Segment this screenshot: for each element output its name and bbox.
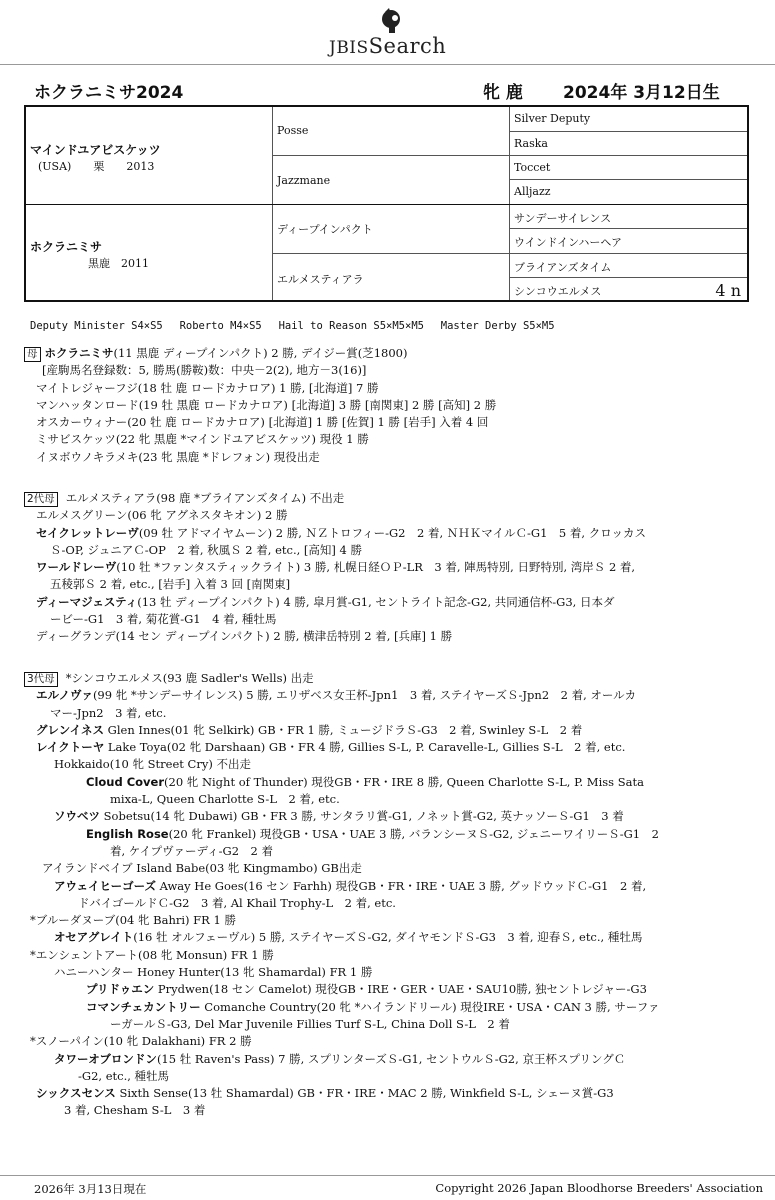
list-item[interactable]: プリドゥエン [86,982,155,997]
third-dam-section: 3代母 *シンコウエルメス(93 鹿 Sadler's Wells) 出走 エルノヴァ(99 牝 *サンデーサイレンス) 5 勝, エリザベス女王杯-Jpn1 3 着, ステイヤーズＳ-Jpn2 2 着, オールカ マー-Jpn2 3 着, etc. グレンイネス Glen Innes(01 牝 Selkirk) GB・FR 1 勝, ミュージドラＳ-G3 2 着, Swinley S-L 2 着 レイクトーヤ Lake Toya(02 牝 Darshaan) GB・FR 4 勝, Gillies S-L, P. Caravelle-L, Gillies S-L 2 着, etc. Hokkaido(10 牝 Street Cry) 不出走 Cloud Cover(20 牝 Night of Thunder) 現役GB・FR・IRE 8 勝, Queen Charlotte S-L, P. Miss Sata mixa-L, Queen Charlotte S-L 2 着, etc. ソウベツ Sobetsu(14 牝 Dubawi) GB・FR 3 勝, サンタラリ賞-G1, ノネット賞-G2, 英ナッソーＳ-G1 3 着 English Rose(20 牝 Frankel) 現役GB・USA・UAE 3 勝, バランシーヌＳ-G2, ジェニーワイリーＳ-G1 2 着, ケイプヴァーディ-G2 2 着 アイランドベイブ Island Babe(03 牝 Kingmambo) GB出走 アウェイヒーゴーズ Away He Goes(16 セン Farhh) 現役GB・FR・IRE・UAE 3 勝, グッドウッドＣ-G1 2 着, ドバイゴールドＣ-G2 3 着, Al Khail Trophy-L 2 着, etc. *ブルーダヌーブ(04 牝 Bahri) FR 1 勝 オセアグレイト(16 牡 オルフェーヴル) 5 勝, ステイヤーズＳ-G2, ダイヤモンドＳ-G3 3 着, 迎春Ｓ, etc., 種牡馬 *エンシェントアート(08 牝 Monsun) FR 1 勝 ハニーハンター Honey Hunter(13 牝 Shamardal) FR 1 勝 プリドゥエン Prydwen(18 セン Camelot) 現役GB・IRE・GER・UAE・SAU10勝, 独セントレジャー-G3 コマンチェカントリー Comanche Country(20 牝 *ハイランドリール) 現役IRE・USA・CAN 3 勝, サーファ ーガールＳ-G3, Del Mar Juvenile Fillies Turf S-L, China Doll S-L 2 着 *スノーパイン(10 牝 Dalakhani) FR 2 勝 タワーオブロンドン(15 牡 Raven's Pass) 7 勝, スプリンターズＳ-G1, セントウルＳ-G2, 京王杯スプリングＣ -G2, etc., 種牡馬 シックスセンス Sixth Sense(13 牡 Shamardal) GB・FR・IRE・MAC 2 勝, Winkfield S-L, シェーヌ賞-G3 3 着, Chesham S-L 3 着 [24,670,749,1120]
list-item[interactable]: マンハッタンロード(19 牡 黒鹿 ロードカナロア) [北海道] 3 勝 [南関東] 2 勝 [高知] 2 勝 [36,397,497,412]
dam-section: 母 ホクラニミサ(11 黒鹿 ディープインパクト) 2 勝, デイジー賞(芝1800) [産駒馬名登録数：5, 勝馬(勝鞍)数：中央－2(2), 地方－3(16)] マイトレジャーフジ(18 牡 鹿 ロードカナロア) 1 勝, [北海道] 7 勝 マンハッタンロード(19 牡 黒鹿 ロードカナロア) [北海道] 3 勝 [南関東] 2 勝 [高知] 2 勝 オスカーウィナー(20 牡 鹿 ロードカナロア) [北海道] 1 勝 [佐賀] 1 勝 [岩手] 入着 4 回 ミサビスケッツ(22 牝 黒鹿 *マインドユアビスケッツ) 現役 1 勝 イヌボウノキラメキ(23 牝 黒鹿 *ドレフォン) 現役出走 [24,345,749,466]
logo-text: JBISSearch [329,34,447,58]
list-item[interactable]: English Rose [86,826,169,841]
pedigree-gen2[interactable]: Jazzmane [277,174,331,187]
pedigree-gen2[interactable]: ディープインパクト [277,223,373,236]
second-dam-tag: 2代母 [24,492,58,507]
list-item[interactable]: アウェイヒーゴーズ [54,878,157,893]
pedigree-gen3[interactable]: サンデーサイレンス [514,212,612,225]
list-item[interactable]: ハニーハンター Honey Hunter(13 牝 Shamardal) FR 1 勝 [54,965,373,980]
list-item[interactable]: レイクトーヤ [36,740,105,755]
dam-info: 黒鹿 2011 [88,257,149,270]
horse-name: ホクラニミサ2024 [34,83,184,103]
list-item[interactable]: Hokkaido(10 牝 Street Cry) 不出走 [54,757,251,772]
list-item[interactable]: イヌボウノキラメキ(23 牝 黒鹿 *ドレフォン) 現役出走 [36,449,320,464]
list-item[interactable]: ソウベツ [54,809,100,824]
list-item[interactable]: エルメスグリーン(06 牝 アグネスタキオン) 2 勝 [36,508,288,523]
list-item[interactable]: ディーグランデ(14 セン ディープインパクト) 2 勝, 横津岳特別 2 着, [兵庫] 1 勝 [36,629,453,644]
list-item[interactable]: コマンチェカントリー [86,999,201,1014]
dam-name-link[interactable]: ホクラニミサ [44,346,114,360]
list-item[interactable]: マイトレジャーフジ(18 牡 鹿 ロードカナロア) 1 勝, [北海道] 7 勝 [36,380,379,395]
birth-date: 2024年 3月12日生 [563,83,720,103]
pedigree-gen3[interactable]: ウインドインハーヘア [514,236,623,249]
sire-name[interactable]: マインドユアビスケッツ [30,143,161,157]
list-item[interactable]: シックスセンス [36,1086,116,1101]
header-divider [0,64,775,65]
dam-name[interactable]: ホクラニミサ [30,240,103,254]
generation-label: 4 n [715,281,741,300]
third-dam-tag: 3代母 [24,672,58,687]
list-item[interactable]: ワールドレーヴ [36,560,117,575]
pedigree-gen3[interactable]: Alljazz [514,185,551,198]
pedigree-gen2[interactable]: Posse [277,124,309,137]
list-item[interactable]: ディーマジェスティ [36,594,138,609]
copyright: Copyright 2026 Japan Bloodhorse Breeders' Association [435,1181,763,1195]
pedigree-gen3[interactable]: シンコウエルメス [514,285,602,298]
list-item[interactable]: Cloud Cover [86,774,165,789]
pedigree-table [24,105,749,302]
dam-cell [30,238,149,271]
list-item[interactable]: グレンイネス [36,722,105,737]
inbreeding-cross: Deputy Minister S4×S5 Roberto M4×S5 Hail to Reason S5×M5×M5 Master Derby S5×M5 [30,320,555,332]
pedigree-gen2[interactable]: エルメスティアラ [277,273,364,286]
sex-color: 牝 鹿 [483,83,523,103]
list-item[interactable]: ミサビスケッツ(22 牝 黒鹿 *マインドユアビスケッツ) 現役 1 勝 [36,432,369,447]
second-dam-section: 2代母 エルメスティアラ(98 鹿 *ブライアンズタイム) 不出走 エルメスグリーン(06 牝 アグネスタキオン) 2 勝 セイクレットレーヴ(09 牡 アドマイヤムーン) 2 勝, ＮＺトロフィー-G2 2 着, ＮＨＫマイルＣ-G1 5 着, クロッカス Ｓ-OP, ジュニアＣ-OP 2 着, 秋風Ｓ 2 着, etc., [高知] 4 勝 ワールドレーヴ(10 牡 *ファンタスティックライト) 3 勝, 札幌日経ＯＰ-LR 3 着, 陣馬特別, 日野特別, 湾岸Ｓ 2 着, 五稜郭Ｓ 2 着, etc., [岩手] 入着 3 回 [南関東] ディーマジェスティ(13 牡 ディープインパクト) 4 勝, 皐月賞-G1, セントライト記念-G2, 共同通信杯-G3, 日本ダ ービー-G1 3 着, 菊花賞-G1 4 着, 種牡馬 ディーグランデ(14 セン ディープインパクト) 2 勝, 横津岳特別 2 着, [兵庫] 1 勝 [24,490,749,646]
list-item[interactable]: タワーオブロンドン [54,1051,157,1066]
footer-divider [0,1175,775,1176]
list-item[interactable]: *スノーパイン(10 牝 Dalakhani) FR 2 勝 [30,1034,252,1049]
list-item[interactable]: *エンシェントアート(08 牝 Monsun) FR 1 勝 [30,947,274,962]
jbis-search-logo[interactable] [329,8,459,56]
pedigree-gen3[interactable]: Silver Deputy [514,112,591,125]
list-item: [産駒馬名登録数：5, 勝馬(勝鞍)数：中央－2(2), 地方－3(16)] [42,363,367,378]
list-item[interactable]: エルノヴァ [36,688,93,703]
sire-cell [30,141,161,174]
pedigree-gen3[interactable]: Raska [514,137,548,150]
list-item[interactable]: アイランドベイブ Island Babe(03 牝 Kingmambo) GB出走 [42,861,362,876]
list-item[interactable]: オセアグレイト [54,930,134,945]
horse-logo-icon [375,8,407,36]
pedigree-gen3[interactable]: ブライアンズタイム [514,261,612,274]
dam-tag: 母 [24,347,41,362]
list-item[interactable]: セイクレットレーヴ [36,525,139,540]
as-of-date: 2026年 3月13日現在 [34,1182,147,1196]
pedigree-gen3[interactable]: Toccet [514,161,551,174]
sire-info: (USA) 栗 2013 [38,160,155,173]
list-item[interactable]: オスカーウィナー(20 牡 鹿 ロードカナロア) [北海道] 1 勝 [佐賀] 1 勝 [岩手] 入着 4 回 [36,415,489,430]
list-item[interactable]: *ブルーダヌーブ(04 牝 Bahri) FR 1 勝 [30,913,236,928]
